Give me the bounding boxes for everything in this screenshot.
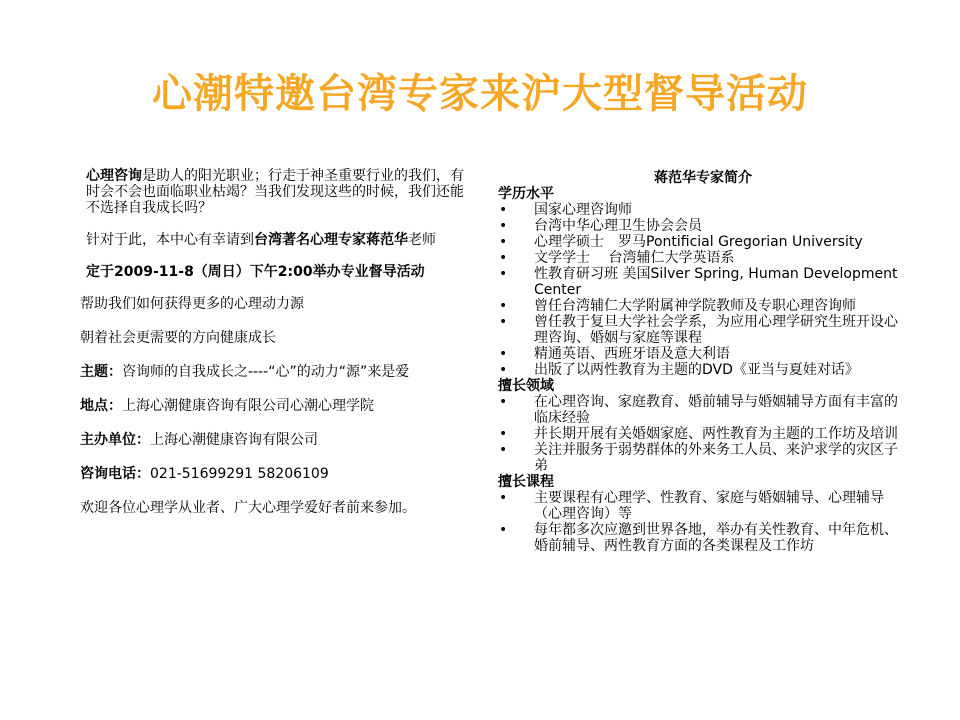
list-item: • 曾任台湾辅仁大学附属神学院教师及专职心理咨询师 — [499, 298, 856, 314]
bullet-icon: • — [499, 202, 508, 218]
field-label: 擅长领域 — [498, 378, 554, 394]
welcome-text: 欢迎各位心理学从业者、广大心理学爱好者前来参加。 — [80, 500, 416, 516]
intro-text: 是助人的阳光职业；行走于神圣重要行业的我们，有时会不会也面临职业枯竭？当我们发现这些的时候，我们还能不选择自我成长吗？ — [86, 168, 464, 216]
list-item: • 国家心理咨询师 — [499, 202, 632, 218]
bullet-icon: • — [499, 218, 508, 234]
bullet-icon: • — [499, 346, 508, 362]
bullet-icon: • — [499, 298, 508, 314]
field-list — [498, 394, 908, 474]
list-item: • 每年都多次应邀到世界各地，举办有关性教育、中年危机、婚前辅导、两性教育方面的各类课程及工作坊 — [499, 522, 898, 554]
list-item: • 精通英语、西班牙语及意大利语 — [499, 346, 730, 362]
list-item: • 并长期开展有关婚姻家庭、两性教育为主题的工作坊及培训 — [499, 426, 898, 442]
host-line — [80, 432, 465, 448]
invite-pre: 针对于此，本中心有幸请到 — [86, 232, 254, 248]
topic-line — [80, 364, 465, 380]
event-description — [80, 168, 465, 516]
list-item: • 文学学士 台湾辅仁大学英语系 — [499, 250, 735, 266]
list-item: • 台湾中华心理卫生协会会员 — [499, 218, 702, 234]
bullet-icon: • — [499, 234, 508, 250]
expert-profile — [498, 170, 908, 554]
event-date: 定于2009-11-8（周日）下午2:00举办专业督导活动 — [86, 264, 425, 280]
invite-paragraph — [80, 232, 465, 248]
profile-heading: 蒋范华专家简介 — [654, 170, 752, 186]
bullet-icon: • — [499, 314, 508, 330]
host-value: 上海心潮健康咨询有限公司 — [150, 432, 318, 448]
goal-line-2: 朝着社会更需要的方向健康成长 — [80, 330, 276, 346]
list-item: • 曾任教于复旦大学社会学系，为应用心理学研究生班开设心理咨询、婚姻与家庭等课程 — [499, 314, 898, 346]
bullet-icon: • — [499, 362, 508, 378]
bullet-icon: • — [499, 490, 508, 506]
host-label: 主办单位： — [80, 432, 150, 448]
expert-name: 台湾著名心理专家蒋范华 — [254, 232, 408, 248]
list-item: • 主要课程有心理学、性教育、家庭与婚姻辅导、心理辅导（心理咨询）等 — [499, 490, 884, 522]
list-item: • 出版了以两性教育为主题的DVD《亚当与夏娃对话》 — [499, 362, 859, 378]
phone-line — [80, 466, 465, 482]
bullet-icon: • — [499, 442, 508, 458]
place-value: 上海心潮健康咨询有限公司心潮心理学院 — [122, 398, 374, 414]
goal-line-1: 帮助我们如何获得更多的心理动力源 — [80, 296, 304, 312]
bullet-icon: • — [499, 426, 508, 442]
course-list — [498, 490, 908, 554]
invite-post: 老师 — [408, 232, 436, 248]
list-item: • 关注并服务于弱势群体的外来务工人员、来沪求学的灾区子弟 — [499, 442, 898, 474]
topic-label: 主题： — [80, 364, 122, 380]
place-label: 地点： — [80, 398, 122, 414]
bullet-icon: • — [499, 522, 508, 538]
list-item: • 心理学硕士 罗马Pontificial Gregorian University — [499, 234, 863, 250]
page-title: 心潮特邀台湾专家来沪大型督导活动 — [152, 70, 808, 117]
course-label: 擅长课程 — [498, 474, 554, 490]
phone-label: 咨询电话： — [80, 466, 150, 482]
intro-bold: 心理咨询 — [86, 168, 142, 184]
list-item: • 性教育研习班 美国Silver Spring, Human Development Center — [499, 266, 898, 298]
phone-value: 021-51699291 58206109 — [150, 466, 329, 482]
bullet-icon: • — [499, 250, 508, 266]
intro-paragraph — [80, 168, 465, 216]
education-label: 学历水平 — [498, 186, 554, 202]
bullet-icon: • — [499, 394, 508, 410]
education-list — [498, 202, 908, 378]
topic-value: 咨询师的自我成长之----“心”的动力“源”来是爱 — [122, 364, 410, 380]
place-line — [80, 398, 465, 414]
list-item: • 在心理咨询、家庭教育、婚前辅导与婚姻辅导方面有丰富的临床经验 — [499, 394, 898, 426]
bullet-icon: • — [499, 266, 508, 282]
